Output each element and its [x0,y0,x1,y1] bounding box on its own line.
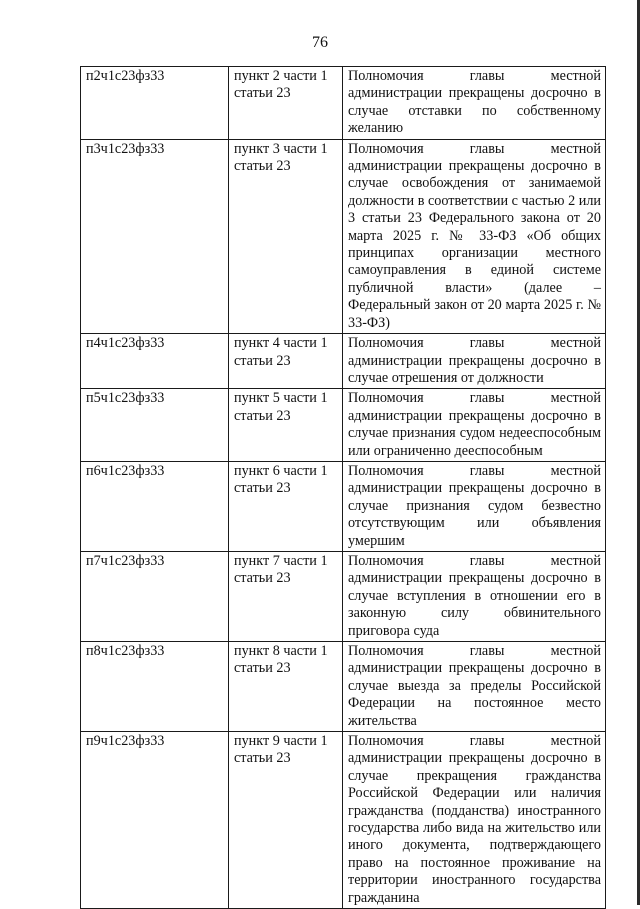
article-reference-cell: пункт 3 части 1 статьи 23 [229,139,343,333]
code-cell: п3ч1с23фз33 [81,139,229,333]
code-cell: п5ч1с23фз33 [81,389,229,462]
table-row [81,67,606,140]
code-cell: п7ч1с23фз33 [81,551,229,641]
description-cell: Полномочия главы местной администрации прекращены досрочно в случае вступления в отношении его в законную силу обвинительного приговора суда [343,551,606,641]
article-reference-cell: пункт 7 части 1 статьи 23 [229,551,343,641]
description-cell: Полномочия главы местной администрации прекращены досрочно в случае признания судом недееспособным или ограниченно дееспособным [343,389,606,462]
table-row [81,389,606,462]
article-reference-cell: пункт 6 части 1 статьи 23 [229,461,343,551]
code-cell: п8ч1с23фз33 [81,642,229,732]
article-reference-cell: пункт 4 части 1 статьи 23 [229,334,343,389]
table-row [81,551,606,641]
article-reference-cell: пункт 8 части 1 статьи 23 [229,642,343,732]
table-row [81,732,606,909]
table-row [81,139,606,333]
description-cell: Полномочия главы местной администрации прекращены досрочно в случае выезда за пределы Российской Федерации на постоянное место жительства [343,642,606,732]
code-cell: п6ч1с23фз33 [81,461,229,551]
description-cell: Полномочия главы местной администрации прекращены досрочно в случае отставки по собственному желанию [343,67,606,140]
table-row [81,642,606,732]
code-cell: п2ч1с23фз33 [81,67,229,140]
description-cell: Полномочия главы местной администрации прекращены досрочно в случае признания судом безвестно отсутствующим или объявления умершим [343,461,606,551]
article-reference-cell: пункт 2 части 1 статьи 23 [229,67,343,140]
article-reference-cell: пункт 9 части 1 статьи 23 [229,732,343,909]
code-cell: п4ч1с23фз33 [81,334,229,389]
code-cell: п9ч1с23фз33 [81,732,229,909]
document-table [80,66,606,909]
table-row [81,334,606,389]
article-reference-cell: пункт 5 части 1 статьи 23 [229,389,343,462]
page-number: 76 [312,34,328,51]
description-cell: Полномочия главы местной администрации прекращены досрочно в случае прекращения гражданства Российской Федерации или наличия гражданства (подданства) иностранного государства либо вида на жительство или иного документа, подтверждающего право на постоянное проживание на территории иностранного государства гражданина [343,732,606,909]
description-cell: Полномочия главы местной администрации прекращены досрочно в случае отрешения от должности [343,334,606,389]
table-row [81,461,606,551]
description-cell: Полномочия главы местной администрации прекращены досрочно в случае освобождения от занимаемой должности в соответствии с частью 2 или 3 статьи 23 Федерального закона от 20 марта 2025 г. № 33-ФЗ «Об общих принципах организации местного самоуправления в единой системе публичной власти» (далее – Федеральный закон от 20 марта 2025 г. № 33-ФЗ) [343,139,606,333]
